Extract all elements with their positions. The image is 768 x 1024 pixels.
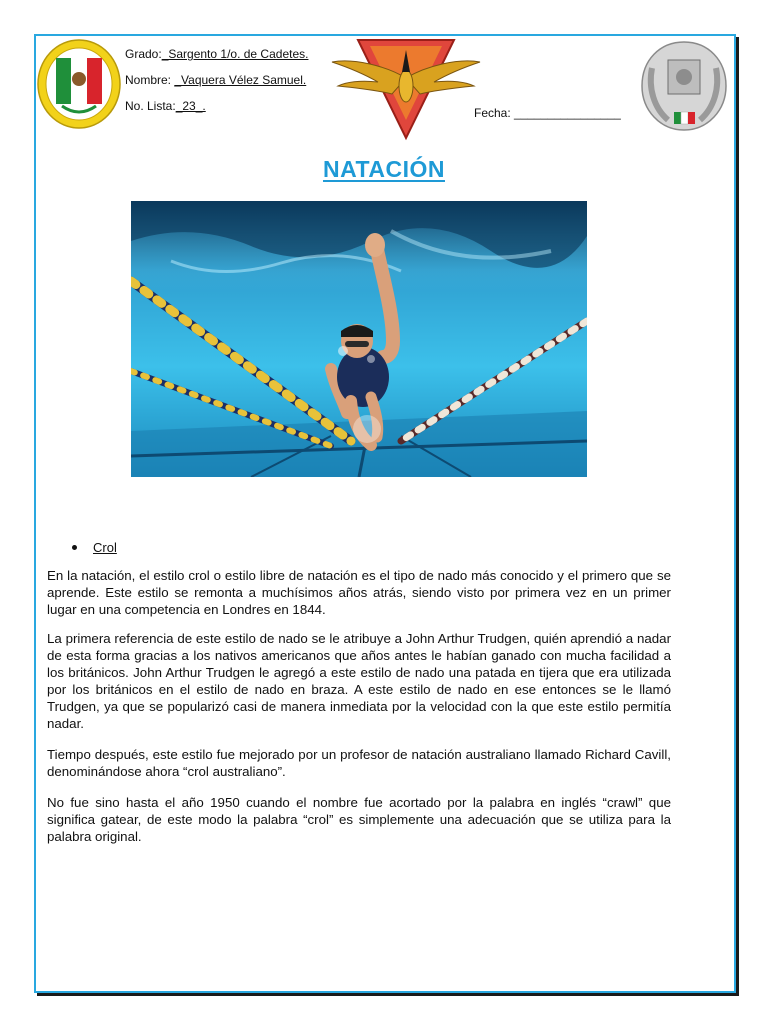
lista-value: _23_.	[175, 99, 206, 113]
fecha-value: ________________	[514, 106, 621, 120]
school-seal-icon	[36, 38, 122, 130]
crest-icon	[638, 38, 730, 134]
paragraph-2: La primera referencia de este estilo de nado se le atribuye a John Arthur Trudgen, quién aprendió a nadar de esta forma gracias a los nativos americanos que años antes le habían ganado con mucha facilidad a los británicos. John Arthur Trudgen le agregó a este estilo de nado una patada en tijera que era utilizada por los británicos en el estilo de nado en braza. A este estilo de nado en ese entonces se le llamó Trudgen, ya que se popularizó casi de manera inmediata por la velocidad con la que este estilo permitía nadar.	[47, 631, 671, 731]
grado-value: _Sargento 1/o. de Cadetes.	[161, 47, 309, 61]
bullet-dot-icon	[72, 545, 77, 550]
page-title: NATACIÓN	[323, 156, 445, 182]
grado-label: Grado:	[125, 47, 162, 61]
bullet-label: Crol	[93, 540, 117, 555]
lista-line	[125, 99, 206, 113]
nombre-label: Nombre:	[125, 73, 172, 87]
bullet-crol	[72, 540, 117, 555]
nombre-line	[125, 73, 306, 87]
lista-label: No. Lista:	[125, 99, 176, 113]
paragraph-4: No fue sino hasta el año 1950 cuando el nombre fue acortado por la palabra en inglés “crawl” que significa gatear, de este modo la palabra “crol” es simplemente una adecuación que se utiliza para la palabra original.	[47, 795, 671, 844]
grado-line	[125, 47, 308, 61]
paragraph-3: Tiempo después, este estilo fue mejorado por un profesor de natación australiano llamado Richard Cavill, denominándose ahora “crol australiano”.	[47, 747, 671, 779]
fecha-line	[474, 106, 621, 120]
winged-insignia-icon	[330, 38, 482, 142]
nombre-value: _Vaquera Vélez Samuel.	[174, 73, 307, 87]
fecha-label: Fecha:	[474, 106, 511, 120]
swimmer-photo	[131, 201, 587, 477]
paragraph-1: En la natación, el estilo crol o estilo libre de natación es el tipo de nado más conocido y el primero que se aprende. Este estilo se remonta a muchísimos años atrás, siendo visto por primera vez en un primer lugar en una competencia en Londres en 1844.	[47, 568, 671, 617]
